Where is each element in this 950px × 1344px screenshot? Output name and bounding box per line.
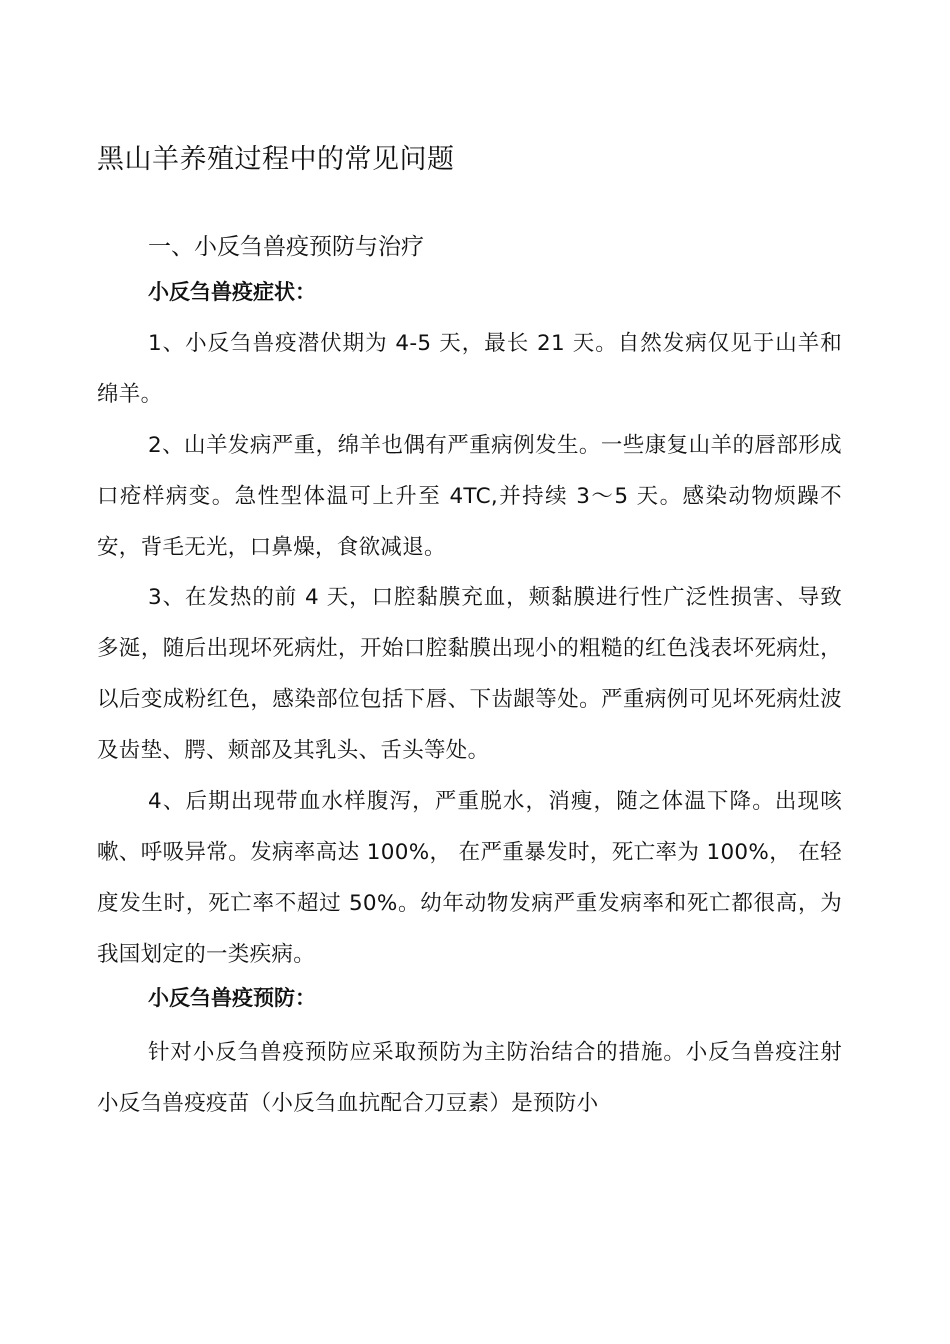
symptoms-heading: 小反刍兽疫症状： bbox=[148, 280, 316, 304]
section-heading: 一、小反刍兽疫预防与治疗 bbox=[148, 234, 424, 260]
symptom-paragraph-2: 2、山羊发病严重，绵羊也偶有严重病例发生。一些康复山羊的唇部形成口疮样病变。急性型体温可上升至 4TC,并持续 3〜5 天。感染动物烦躁不安，背毛无光，口鼻燥，食欲减退。 bbox=[97, 433, 842, 560]
document-title: 黑山羊养殖过程中的常见问题 bbox=[97, 144, 455, 175]
symptom-paragraph-3: 3、在发热的前 4 天，口腔黏膜充血，颊黏膜进行性广泛性损害、导致多涎，随后出现坏死病灶，开始口腔黏膜出现小的粗糙的红色浅表坏死病灶，以后变成粉红色，感染部位包括下唇、下齿龈等处。严重病例可见坏死病灶波及齿垫、腭、颊部及其乳头、舌头等处。 bbox=[97, 585, 842, 763]
symptom-paragraph-1: 1、小反刍兽疫潜伏期为 4-5 天，最长 21 天。自然发病仅见于山羊和绵羊。 bbox=[97, 331, 842, 407]
symptom-paragraph-4: 4、后期出现带血水样腹泻，严重脱水，消瘦，随之体温下降。出现咳嗽、呼吸异常。发病率高达 100%， 在严重暴发时，死亡率为 100%， 在轻度发生时，死亡率不超过 50%。幼年动物发病严重发病率和死亡都很高，为我国划定的一类疾病。 bbox=[97, 789, 842, 967]
prevention-heading: 小反刍兽疫预防： bbox=[148, 986, 316, 1010]
prevention-paragraph: 针对小反刍兽疫预防应采取预防为主防治结合的措施。小反刍兽疫注射小反刍兽疫疫苗（小反刍血抗配合刀豆素）是预防小 bbox=[97, 1040, 842, 1116]
